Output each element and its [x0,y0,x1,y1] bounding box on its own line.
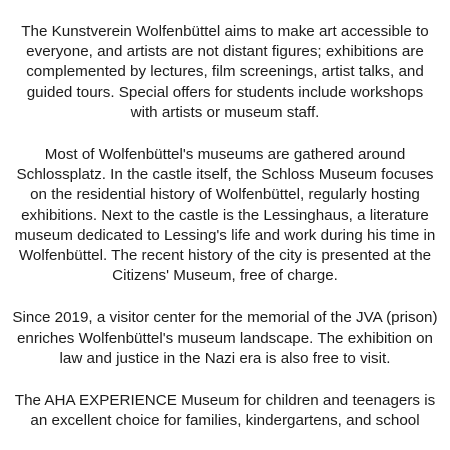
paragraph-museums-schlossplatz: Most of Wolfenbüttel's museums are gathered around Schlossplatz. In the castle itself, the Schloss Museum focuses on the residential history of Wolfenbüttel, regularly hosting exhibitions. Next to the castle is the Lessinghaus, a literature museum dedicated to Lessing's life and work during his time in Wolfenbüttel. The recent history of the city is presented at the Citizens' Museum, free of charge. [14,146,436,285]
paragraph-aha-museum: The AHA EXPERIENCE Museum for children and teenagers is an excellent choice for families, kindergartens, and school [14,392,436,430]
paragraph-jva-memorial: Since 2019, a visitor center for the memorial of the JVA (prison) enriches Wolfenbüttel's museum landscape. The exhibition on law and justice in the Nazi era is also free to visit. [12,309,438,367]
paragraph-kunstverein: The Kunstverein Wolfenbüttel aims to make art accessible to everyone, and artists are not distant figures; exhibitions are complemented by lectures, film screenings, artist talks, and guided tours. Special offers for students include workshops with artists or museum staff. [21,23,429,121]
